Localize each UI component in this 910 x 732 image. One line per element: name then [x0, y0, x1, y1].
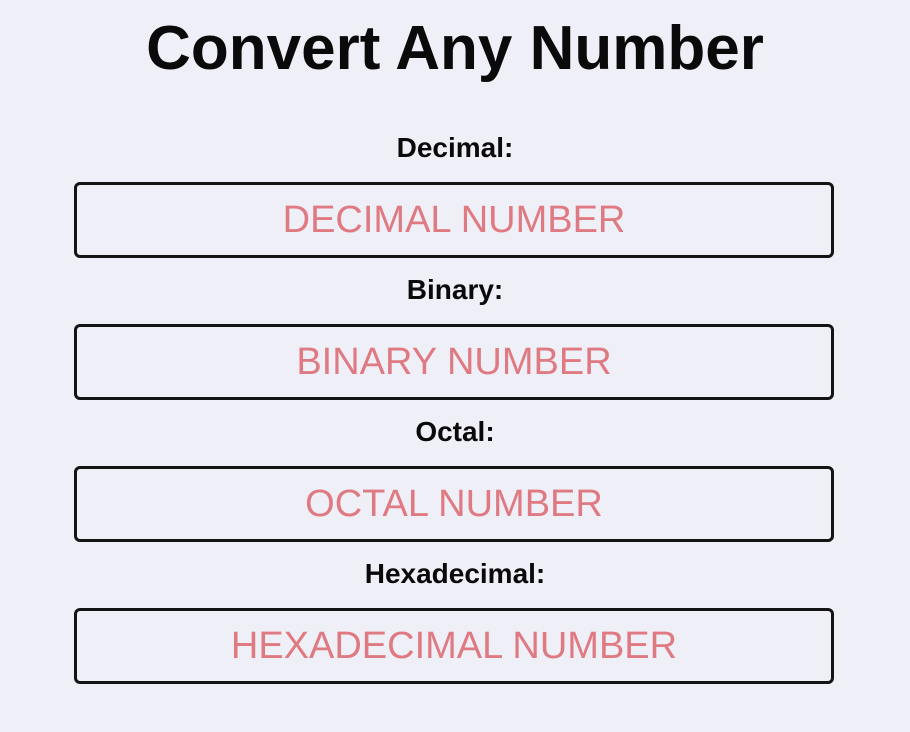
- octal-label: Octal:: [415, 416, 495, 447]
- hexadecimal-label: Hexadecimal:: [364, 558, 546, 589]
- octal-input[interactable]: [74, 466, 834, 542]
- binary-input[interactable]: [74, 324, 834, 400]
- decimal-label: Decimal:: [396, 132, 514, 163]
- binary-label: Binary:: [406, 274, 504, 305]
- hexadecimal-input[interactable]: [74, 608, 834, 684]
- decimal-input[interactable]: [74, 182, 834, 258]
- page-title: Convert Any Number: [146, 14, 764, 83]
